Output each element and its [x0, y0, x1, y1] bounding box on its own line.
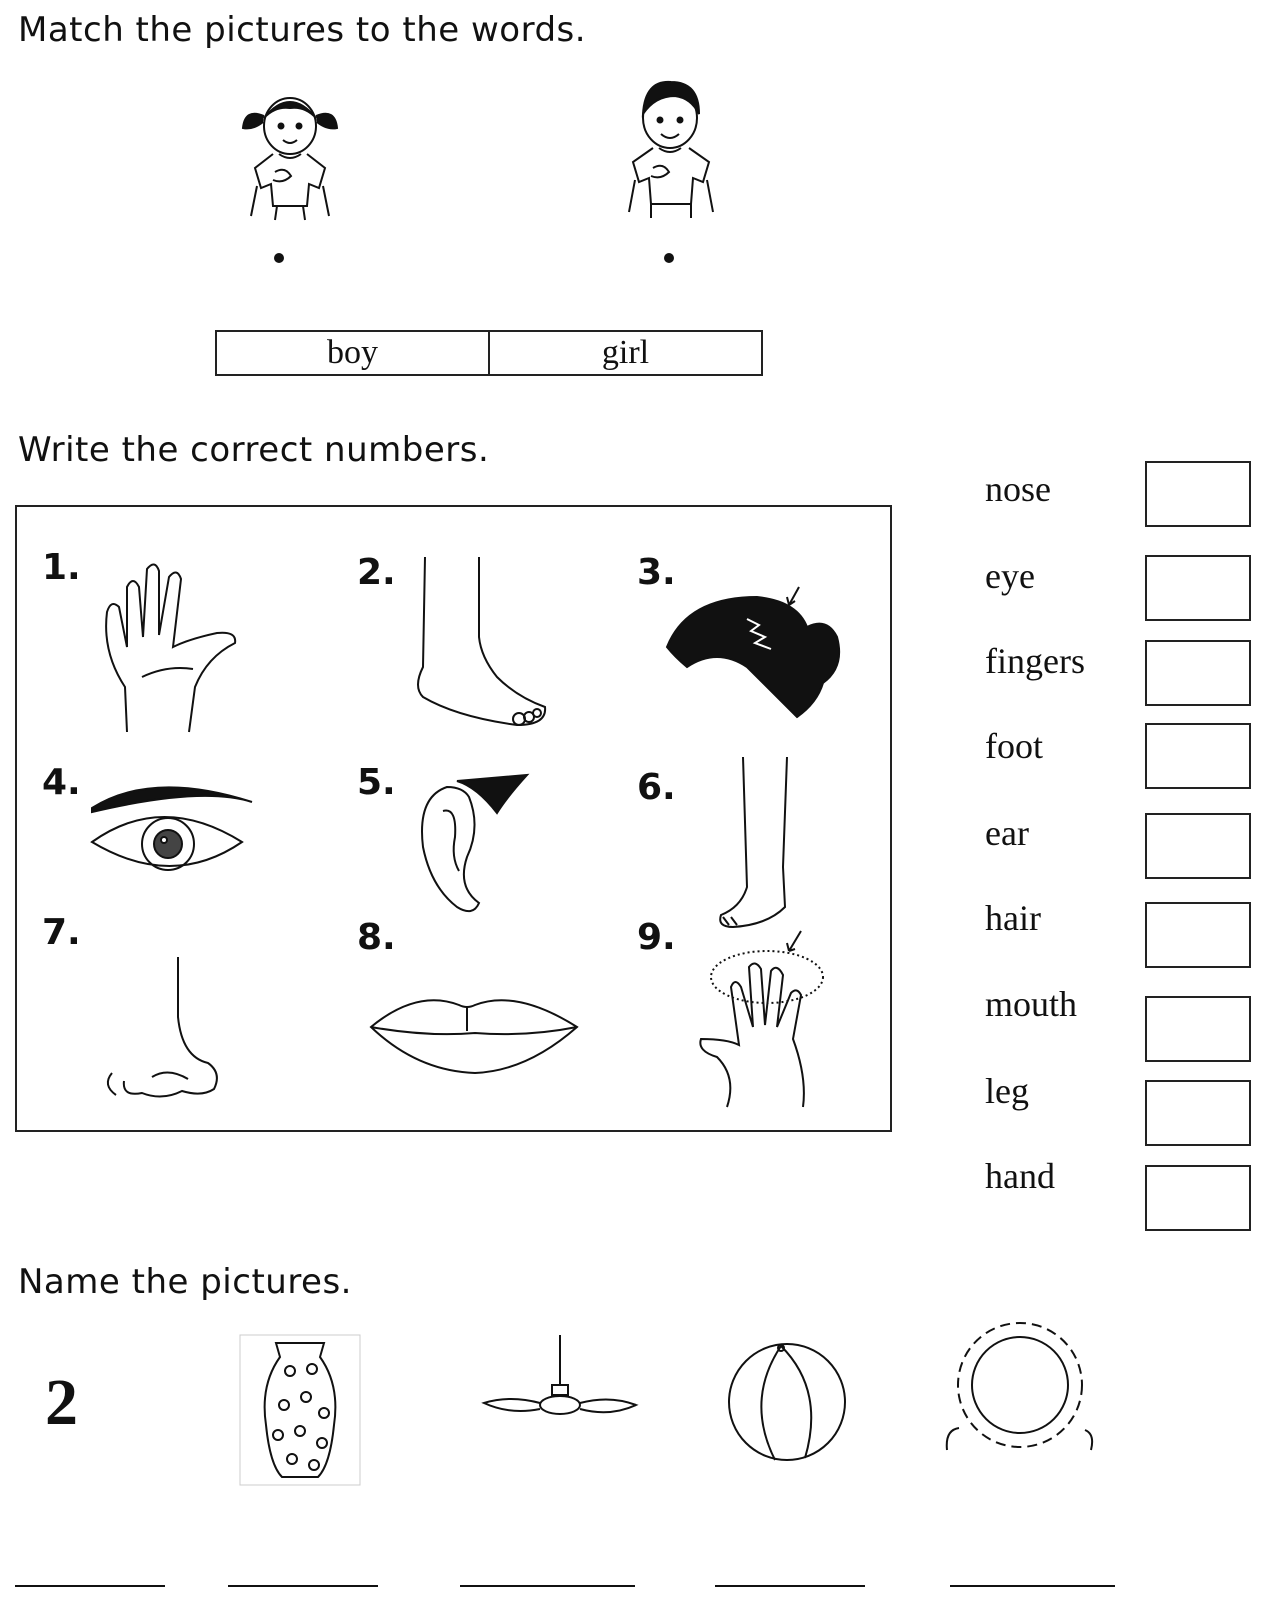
nose-icon: [92, 957, 242, 1107]
mouth-icon: [367, 987, 587, 1077]
section3-heading: Name the pictures.: [18, 1262, 352, 1302]
answer-box-mouth[interactable]: [1145, 996, 1251, 1062]
eye-icon: [82, 772, 262, 892]
foot-icon: [397, 557, 557, 737]
picture-number-2: 2.: [357, 552, 396, 593]
word-fingers: fingers: [985, 641, 1085, 681]
body-parts-frame: [15, 505, 892, 1132]
answer-box-leg[interactable]: [1145, 1080, 1251, 1146]
picture-number-5: 5.: [357, 762, 396, 803]
answer-box-hand[interactable]: [1145, 1165, 1251, 1231]
answer-box-ear[interactable]: [1145, 813, 1251, 879]
girl-picture: [235, 88, 345, 223]
hand-icon: [97, 557, 247, 737]
ball-icon: [725, 1340, 850, 1465]
answer-box-nose[interactable]: [1145, 461, 1251, 527]
fingers-icon: [697, 927, 847, 1107]
fan-icon: [480, 1335, 640, 1445]
sun-icon: [945, 1310, 1095, 1460]
leg-icon: [707, 757, 827, 937]
word-mouth: mouth: [985, 984, 1078, 1024]
picture-number-7: 7.: [42, 912, 81, 953]
answer-box-hair[interactable]: [1145, 902, 1251, 968]
ear-icon: [397, 767, 537, 917]
word-hair: hair: [985, 898, 1041, 938]
answer-blank-1[interactable]: [15, 1585, 165, 1587]
picture-number-9: 9.: [637, 917, 676, 958]
word-table: [215, 330, 763, 376]
word-ear: ear: [985, 813, 1029, 853]
answer-blank-3[interactable]: [460, 1585, 635, 1587]
section1-heading: Match the pictures to the words.: [18, 10, 587, 50]
answer-box-foot[interactable]: [1145, 723, 1251, 789]
hair-icon: [647, 567, 857, 737]
vase-icon: [240, 1335, 360, 1485]
picture-number-1: 1.: [42, 547, 81, 588]
picture-number-6: 6.: [637, 767, 676, 808]
picture-number-3: 3.: [637, 552, 676, 593]
section2-heading: Write the correct numbers.: [18, 430, 490, 470]
picture-number-8: 8.: [357, 917, 396, 958]
answer-blank-5[interactable]: [950, 1585, 1115, 1587]
word-eye: eye: [985, 556, 1035, 596]
word-foot: foot: [985, 726, 1043, 766]
boy-match-dot[interactable]: [664, 253, 674, 263]
girl-match-dot[interactable]: [274, 253, 284, 263]
word-girl[interactable]: girl: [488, 332, 761, 374]
word-hand: hand: [985, 1156, 1055, 1196]
answer-box-fingers[interactable]: [1145, 640, 1251, 706]
answer-box-eye[interactable]: [1145, 555, 1251, 621]
word-boy[interactable]: boy: [327, 334, 378, 371]
word-leg: leg: [985, 1071, 1029, 1111]
picture-number-4: 4.: [42, 762, 81, 803]
boy-picture: [615, 78, 725, 223]
answer-blank-2[interactable]: [228, 1585, 378, 1587]
exercise-number: 2: [45, 1366, 78, 1439]
answer-blank-4[interactable]: [715, 1585, 865, 1587]
word-nose: nose: [985, 469, 1051, 509]
